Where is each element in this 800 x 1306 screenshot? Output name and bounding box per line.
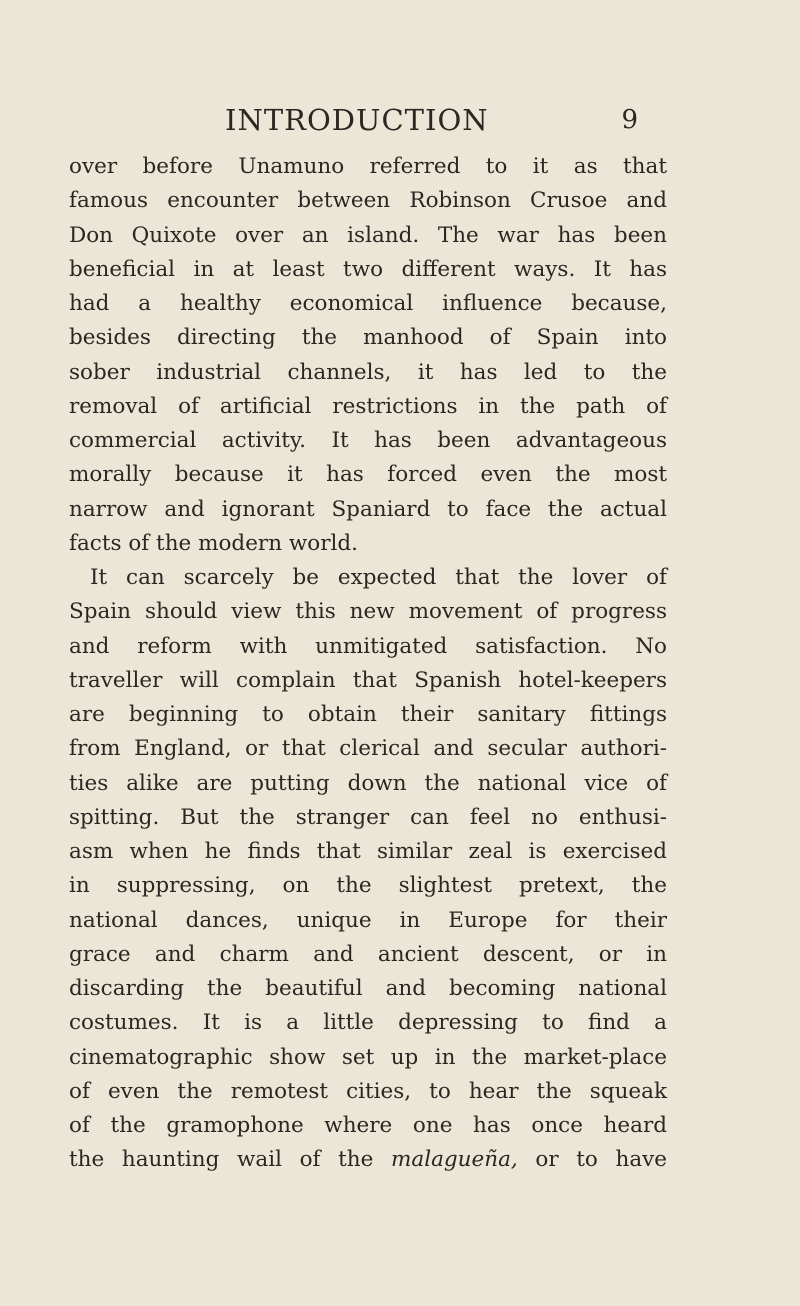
- final-text-line: [69, 1143, 667, 1177]
- text-line: narrow and ignorant Spaniard to face the actual: [69, 496, 667, 522]
- running-title: INTRODUCTION: [225, 103, 489, 137]
- text-line: grace and charm and ancient descent, or in: [69, 941, 667, 967]
- text-line: and reform with unmitigated satisfaction. No: [69, 633, 667, 659]
- text-line: besides directing the manhood of Spain into: [69, 325, 667, 351]
- text-line: ties alike are putting down the national vice of: [69, 770, 667, 796]
- text-line: over before Unamuno referred to it as that: [69, 154, 667, 179]
- text-line: removal of artificial restrictions in the path of: [69, 393, 667, 419]
- paragraph-end-line: facts of the modern world.: [69, 530, 358, 556]
- final-line-end: or to have: [517, 1147, 668, 1173]
- page-number: 9: [621, 105, 638, 135]
- text-line: national dances, unique in Europe for their: [69, 907, 667, 933]
- text-line: cinematographic show set up in the market-place: [69, 1044, 667, 1070]
- text-line: had a healthy economical influence because,: [69, 291, 667, 316]
- text-line: in suppressing, on the slightest pretext, the: [69, 873, 667, 899]
- text-line: are beginning to obtain their sanitary fittings: [69, 702, 667, 727]
- text-line: Don Quixote over an island. The war has been: [69, 222, 667, 248]
- text-line: spitting. But the stranger can feel no enthusi-: [69, 804, 667, 830]
- text-line: Spain should view this new movement of progress: [69, 599, 667, 625]
- text-line: commercial activity. It has been advantageous: [69, 428, 667, 453]
- text-line: discarding the beautiful and becoming national: [69, 976, 667, 1001]
- paragraph-start-line: It can scarcely be expected that the lover of: [90, 565, 667, 590]
- text-line: costumes. It is a little depressing to find a: [69, 1010, 667, 1036]
- text-line: traveller will complain that Spanish hotel-keepers: [69, 667, 667, 693]
- text-line: beneficial in at least two different ways. It has: [69, 256, 667, 282]
- text-line: famous encounter between Robinson Crusoe and: [69, 188, 667, 214]
- text-line: sober industrial channels, it has led to the: [69, 359, 667, 385]
- italic-term: malagueña,: [391, 1147, 518, 1173]
- text-line: asm when he finds that similar zeal is exercised: [69, 839, 667, 864]
- text-line: from England, or that clerical and secular authori-: [69, 736, 667, 762]
- text-line: of even the remotest cities, to hear the squeak: [69, 1078, 667, 1104]
- text-line: morally because it has forced even the most: [69, 462, 667, 488]
- running-head: [225, 96, 638, 144]
- text-line: of the gramophone where one has once heard: [69, 1113, 667, 1138]
- body-text: [69, 150, 667, 1178]
- final-line-start: the haunting wail of the: [69, 1147, 391, 1173]
